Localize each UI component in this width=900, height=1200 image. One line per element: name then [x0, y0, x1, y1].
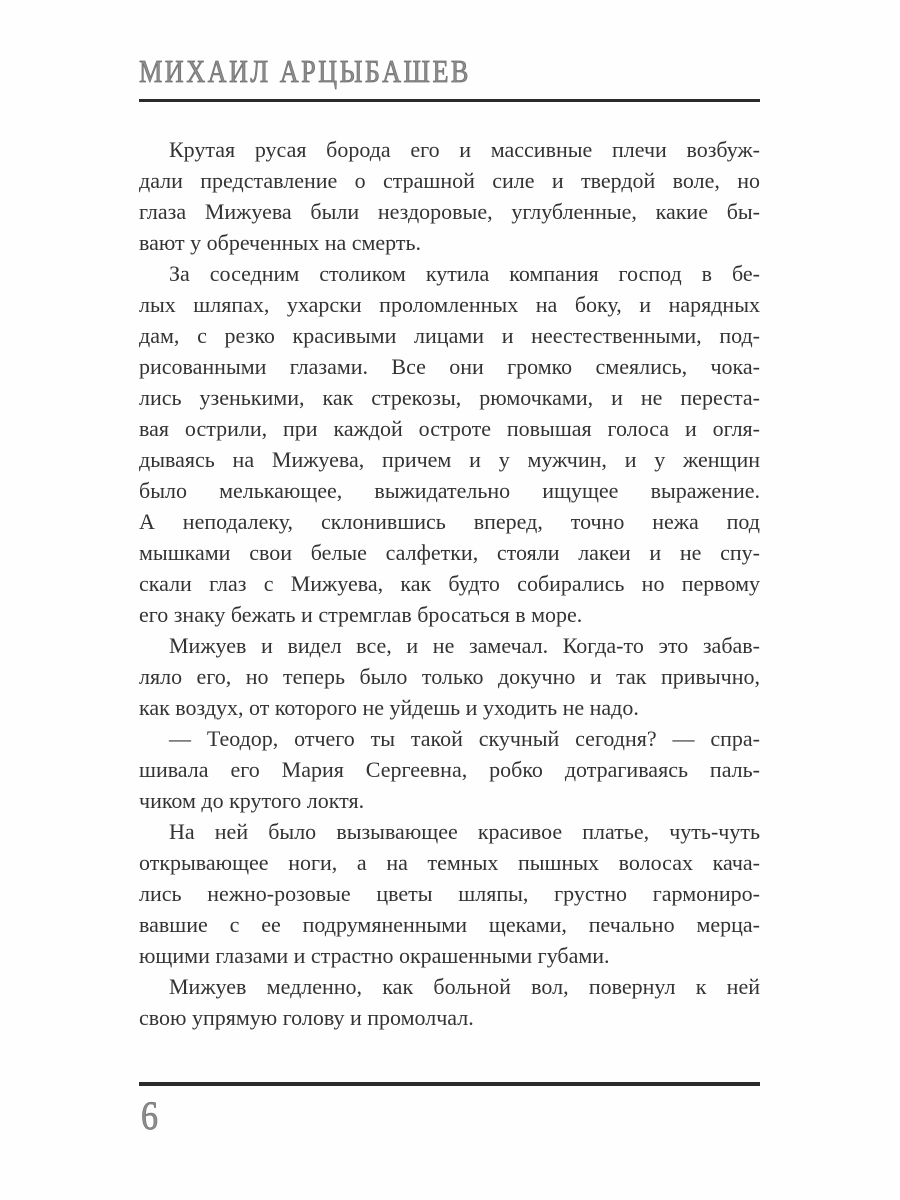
text-line: А неподалеку, склонившись вперед, точно нежа под [139, 509, 760, 534]
text-line: лись нежно-розовые цветы шляпы, грустно гармониро- [139, 881, 760, 906]
text-line: вают у обреченных на смерть. [139, 230, 422, 255]
text-line: — Теодор, отчего ты такой скучный сегодня? — спра- [169, 726, 760, 751]
paragraph [139, 630, 760, 723]
paragraph [139, 134, 760, 258]
page-text [139, 134, 760, 1033]
footer-rule [139, 1082, 760, 1086]
text-line: дываясь на Мижуева, причем и у мужчин, и у женщин [139, 447, 760, 472]
paragraph [139, 258, 760, 630]
text-line: мышками свои белые салфетки, стояли лакеи и не спу- [139, 540, 760, 565]
text-line: глаза Мижуева были нездоровые, углубленные, какие бы- [139, 199, 760, 224]
text-line: как воздух, от которого не уйдешь и уходить не надо. [139, 695, 639, 720]
text-line: шивала его Мария Сергеевна, робко дотрагиваясь паль- [139, 757, 760, 782]
paragraph [139, 971, 760, 1033]
text-line: ляло его, но теперь было только докучно и так привычно, [139, 664, 760, 689]
text-line: вавшие с ее подрумяненными щеками, печально мерца- [139, 912, 760, 937]
text-line: На ней было вызывающее красивое платье, чуть-чуть [169, 819, 760, 844]
text-line: открывающее ноги, а на темных пышных волосах кача- [139, 850, 760, 875]
text-line: Крутая русая борода его и массивные плечи возбуж- [169, 137, 760, 162]
text-line: ющими глазами и страстно окрашенными губами. [139, 943, 610, 968]
text-line: вая острили, при каждой остроте повышая голоса и огля- [139, 416, 760, 441]
header-rule [139, 99, 760, 102]
text-line: скали глаз с Мижуева, как будто собирались но первому [139, 571, 760, 596]
text-line: его знаку бежать и стремглав бросаться в море. [139, 602, 583, 627]
text-line: было мелькающее, выжидательно ищущее выражение. [139, 478, 760, 503]
text-line: дам, с резко красивыми лицами и неестественными, под- [139, 323, 760, 348]
text-line: Мижуев и видел все, и не замечал. Когда-то это забав- [169, 633, 760, 658]
text-line: дали представление о страшной силе и твердой воле, но [139, 168, 760, 193]
text-line: лись узенькими, как стрекозы, рюмочками, и не переста- [139, 385, 760, 410]
text-line: свою упрямую голову и промолчал. [139, 1005, 474, 1030]
text-line: рисованными глазами. Все они громко смеялись, чока- [139, 354, 760, 379]
text-line: чиком до крутого локтя. [139, 788, 365, 813]
text-line: лых шляпах, ухарски проломленных на боку, и нарядных [139, 292, 760, 317]
paragraph [139, 723, 760, 816]
text-line: Мижуев медленно, как больной вол, повернул к ней [169, 974, 760, 999]
running-header-author: МИХАИЛ АРЦЫБАШЕВ [139, 53, 471, 89]
paragraph [139, 816, 760, 971]
text-line: За соседним столиком кутила компания господ в бе- [169, 261, 760, 286]
page-number: 6 [141, 1093, 158, 1138]
